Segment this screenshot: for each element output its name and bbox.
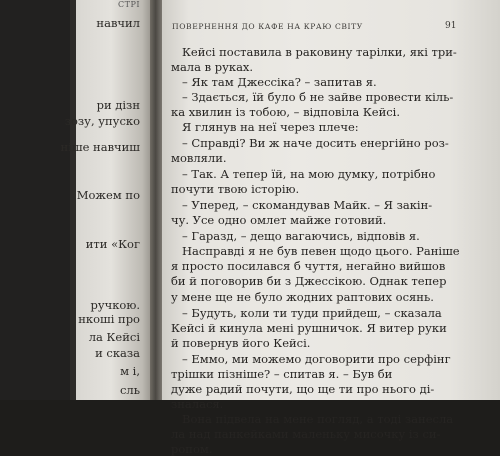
text-line: би й поговорив би з Джессікою. Однак тепер xyxy=(171,274,447,288)
left-text-fragment: ручкою. xyxy=(90,298,140,312)
text-line: у мене ще не було жодних раптових осянь. xyxy=(171,290,434,304)
text-line: ла над панкейками маленьку мисочку із си- xyxy=(171,427,441,441)
text-line: чу. Усе одно омлет майже готовий. xyxy=(171,213,387,227)
page-number: 91 xyxy=(445,21,457,31)
left-text-fragment: и сказа xyxy=(95,346,140,360)
text-line: Кейсі поставила в раковину тарілки, які три- xyxy=(182,45,457,59)
left-text-fragment: м і, xyxy=(120,364,140,378)
text-line: Вона підвела на мене погляд, а тоді занесла xyxy=(182,412,454,426)
text-line: – Як там Джессіка? – запитав я. xyxy=(182,75,377,89)
text-line: почути твою історію. xyxy=(171,182,300,196)
left-running-head-fragment: СТРІ xyxy=(118,0,140,9)
text-line: – Гаразд, – дещо вагаючись, відповів я. xyxy=(182,229,420,243)
text-line: й повернув його Кейсі. xyxy=(171,336,311,350)
right-page xyxy=(162,0,500,456)
text-line: Я глянув на неї через плече: xyxy=(182,120,359,134)
left-page xyxy=(60,0,154,400)
text-line: – Уперед, – скомандував Майк. – Я закін- xyxy=(182,198,433,212)
text-line: ка хвилин із тобою, – відповіла Кейсі. xyxy=(171,105,401,119)
background-shadow xyxy=(0,0,70,400)
text-line: – Еммо, ми можемо договорити про серфінг xyxy=(182,352,451,366)
text-line: трішки пізніше? – спитав я. – Був би xyxy=(171,367,393,381)
text-line: – Будуть, коли ти туди прийдеш, – сказала xyxy=(182,306,442,320)
text-line: мовляли. xyxy=(171,151,227,165)
left-text-fragment: сль xyxy=(119,383,140,397)
left-text-fragment: ла Кейсі xyxy=(88,330,140,344)
text-line: Кейсі й кинула мені рушничок. Я витер руки xyxy=(171,321,447,335)
text-line: – Здається, їй було б не зайве провести кіль- xyxy=(182,90,454,104)
left-text-fragment: ри дізн xyxy=(96,98,140,112)
text-line: – Так. А тепер їй, на мою думку, потрібно xyxy=(182,167,436,181)
left-text-fragment: нкоші про xyxy=(78,312,140,326)
text-line: я просто посилався б чуття, негайно вийшов xyxy=(171,259,446,273)
text-line: ропом. xyxy=(171,442,213,456)
text-line: дуже радий почути, що ще ти про нього ді- xyxy=(171,382,435,396)
text-line: зналася. xyxy=(171,397,224,411)
left-text-fragment: ити «Ког xyxy=(85,237,140,251)
text-line: – Справді? Ви ж наче досить енергійно роз- xyxy=(182,136,449,150)
text-line: мала в руках. xyxy=(171,60,254,74)
left-text-fragment: зозу, упуско xyxy=(64,114,140,128)
text-line: Насправді я не був певен щодо цього. Раніше xyxy=(182,244,460,258)
left-text-fragment: навчил xyxy=(96,16,140,30)
left-text-fragment: ніше навчиш xyxy=(60,140,140,154)
left-text-fragment: Можем по xyxy=(76,188,140,202)
running-head: ПОВЕРНЕННЯ ДО КАФЕ НА КРАЮ СВІТУ xyxy=(172,22,363,31)
